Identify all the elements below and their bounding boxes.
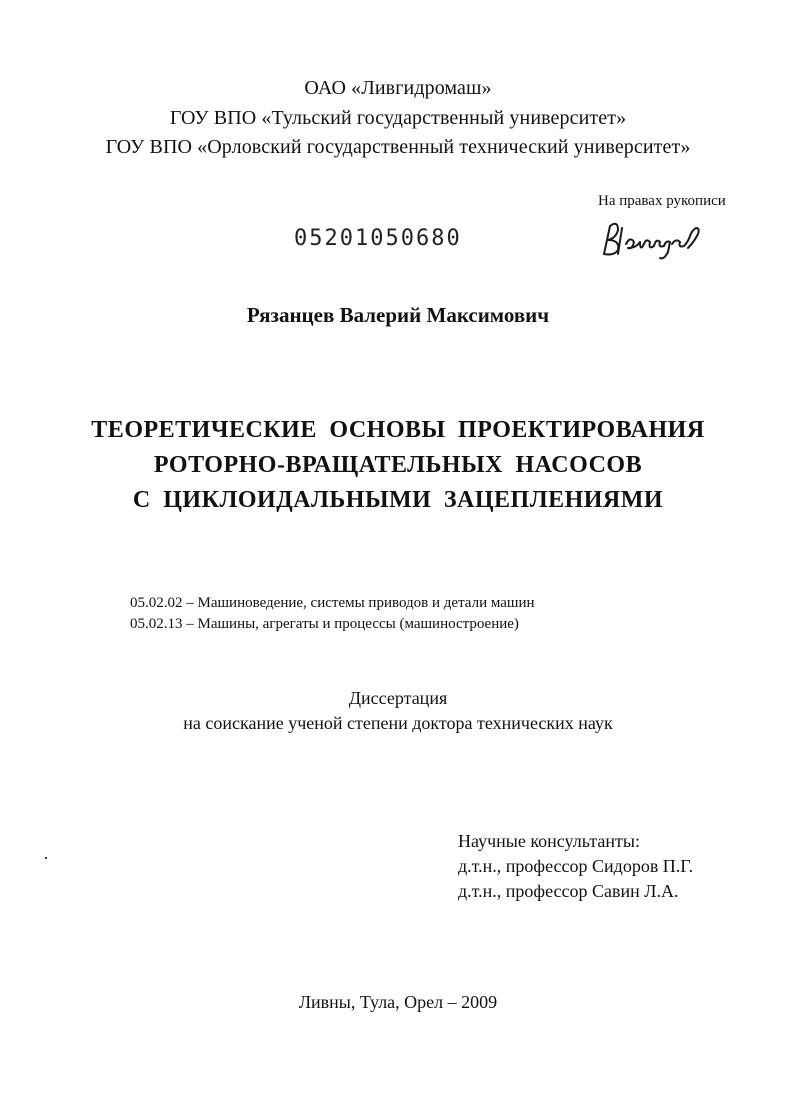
place-and-year: Ливны, Тула, Орел – 2009 <box>298 992 498 1012</box>
consultant-1: д.т.н., профессор Сидоров П.Г. <box>458 856 694 876</box>
registration-number: 05201050680 <box>294 226 462 251</box>
title-line-3: С ЦИКЛОИДАЛЬНЫМИ ЗАЦЕПЛЕНИЯМИ <box>132 487 664 513</box>
scan-speck <box>45 857 47 859</box>
title-line-1: ТЕОРЕТИЧЕСКИЕ ОСНОВЫ ПРОЕКТИРОВАНИЯ <box>91 417 705 443</box>
title-line-2: РОТОРНО-ВРАЩАТЕЛЬНЫХ НАСОСОВ <box>153 452 643 478</box>
dissertation-degree: на соискание ученой степени доктора технических наук <box>183 713 613 733</box>
dissertation-type: Диссертация <box>348 688 448 708</box>
manuscript-note: На правах рукописи <box>598 193 726 209</box>
consultant-2: д.т.н., профессор Савин Л.А. <box>458 881 679 901</box>
specialty-2: 05.02.13 – Машины, агрегаты и процессы (машиностроение) <box>130 616 519 632</box>
specialty-1: 05.02.02 – Машиноведение, системы приводов и детали машин <box>130 595 535 611</box>
org-line-2: ГОУ ВПО «Тульский государственный университет» <box>169 107 627 129</box>
handwritten-signature <box>596 212 708 268</box>
org-line-1: ОАО «Ливгидромаш» <box>304 77 492 99</box>
consultants-heading: Научные консультанты: <box>458 831 640 851</box>
author-name: Рязанцев Валерий Максимович <box>246 303 550 327</box>
org-line-3: ГОУ ВПО «Орловский государственный технический университет» <box>105 136 691 158</box>
